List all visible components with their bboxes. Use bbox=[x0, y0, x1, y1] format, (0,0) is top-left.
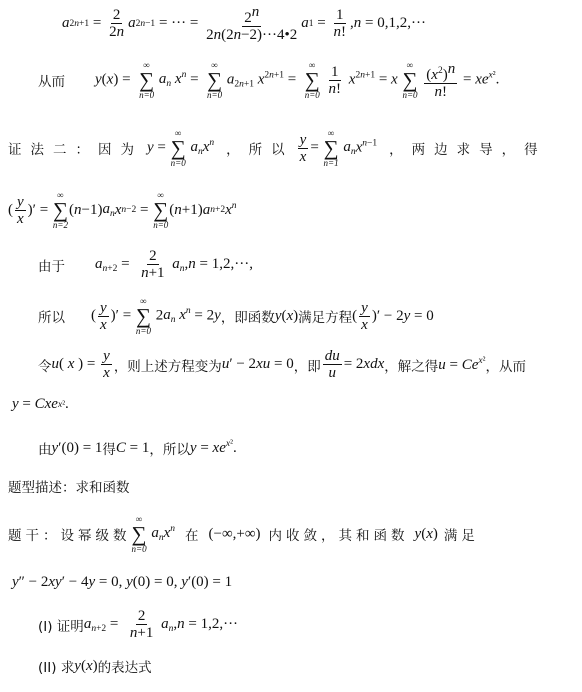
text-stem: 题干：设幂级数 bbox=[8, 528, 131, 544]
text-expression: 的表达式 bbox=[97, 660, 152, 676]
text-from: 由 bbox=[38, 442, 52, 458]
text-proof-two: 证法二：因为 bbox=[8, 142, 143, 158]
ode-line: y ″ − 2 xy ′ − 4 y = 0, y (0) = 0, y ′(0) = 1 bbox=[12, 574, 233, 590]
text-in: 在 bbox=[185, 528, 199, 544]
text-let: 令 bbox=[38, 358, 52, 375]
text-hence: 从而 bbox=[38, 74, 65, 90]
text-equation-becomes: ，则上述方程变为 bbox=[113, 358, 222, 375]
text-thus: ，从而 bbox=[485, 358, 526, 375]
text-part-two: (II) 求 bbox=[38, 660, 75, 676]
text-converges: 内收敛，其和函数 bbox=[268, 528, 409, 544]
general-solution-line: y = Cxe x² . bbox=[12, 396, 69, 412]
text-satisfies-equation: 满足方程 bbox=[298, 310, 353, 326]
text-namely: ，即 bbox=[293, 358, 321, 375]
text-namely-function: ，即函数 bbox=[220, 310, 275, 326]
text-solve: ，解之得 bbox=[384, 358, 439, 375]
text-so-final: ，所以 bbox=[149, 442, 190, 458]
proof-two-line: 证法二：因为 y = ∞ ∑ n=0 $a_nx^n$ ，所以 $\frac{y}{x}$ = ∞ ∑ n=1 $a_nx^{n-1}$ ，两边求导，得 bbox=[8, 128, 547, 168]
since-line: 由于 $a_{n+2}$ = $\frac{2}{n+1}$ $a_n,n = 1,2,\cdot\cdot\cdot$, bbox=[38, 248, 253, 281]
text-so: ，所以 bbox=[226, 142, 294, 158]
text-part-one: (I) 证明 bbox=[38, 618, 84, 635]
text-differentiate: ，两边求导，得 bbox=[389, 142, 547, 158]
part-one-line: (I) 证明 $a_{n+2}$ = $\frac{2}{n+1}$ $a_n,n = 1,2,\cdot\cdot\cdot$ bbox=[38, 608, 239, 641]
substitution-line: 令 u( x ) = $\frac{y}{x}$ ，则上述方程变为 u′ − 2xu = 0 ，即 $\frac{du}{u}$ = 2xdx ，解之得 $u = Ce^{x^2}$ ，从而 bbox=[38, 348, 526, 381]
initial-condition-line: 由 y′(0) = 1 得 C = 1 ，所以 $y = xe^{x^2}$. bbox=[38, 439, 237, 458]
text-therefore: 所以 bbox=[38, 310, 65, 326]
part-two-line: (II) 求 y(x) 的表达式 bbox=[38, 657, 152, 676]
derivative-line: ( $\frac{y}{x}$ )′ = ∞ ∑ n=2 ( n −1) $a_n$ x n−2 = ∞ ∑ n=0 ( n +1) a n+2 $x^n$ bbox=[8, 190, 237, 230]
therefore-line: 所以 ( $\frac{y}{x}$ )′ = ∞ ∑ n=0 $2a_n$ $x^n = 2y$ ，即函数 y(x) 满足方程 ( $\frac{y}{x}$ )′ − 2y = 0 bbox=[38, 296, 434, 336]
text-satisfies: 满足 bbox=[443, 528, 479, 544]
text-since: 由于 bbox=[38, 258, 65, 275]
question-stem-line: 题干：设幂级数 ∞ ∑ n=0 $a_nx^n$ 在 (−∞,+∞) 内收敛，其和函数 y(x) 满足 bbox=[8, 514, 479, 554]
conclusion-line-1: 从而 y(x) = ∞ ∑ n=0 $a_n$ $x^n$ = ∞ ∑ n=0 $a_{2n+1}$ $x^{2n+1}$ = ∞ ∑ n=0 $\frac{1}{n!}$ $x^{2n+1} = x$ ∞ ∑ n=0 $\frac{(x^2)^n}{n!}$ = $xe^{x^2}$. bbox=[38, 60, 500, 100]
text-get: 得 bbox=[102, 442, 116, 458]
formula-recurrence-line: a 2n+1 = $\frac{2}{2n}$ a 2n−1 = ··· = $\frac{2^n}{2n(2n-2)\cdot\cdot\cdot 4•2}$ a 1 = $\frac{1}{n!}$ , n = 0,1,2,··· bbox=[62, 4, 426, 43]
question-type: 题型描述：求和函数 bbox=[8, 480, 130, 496]
